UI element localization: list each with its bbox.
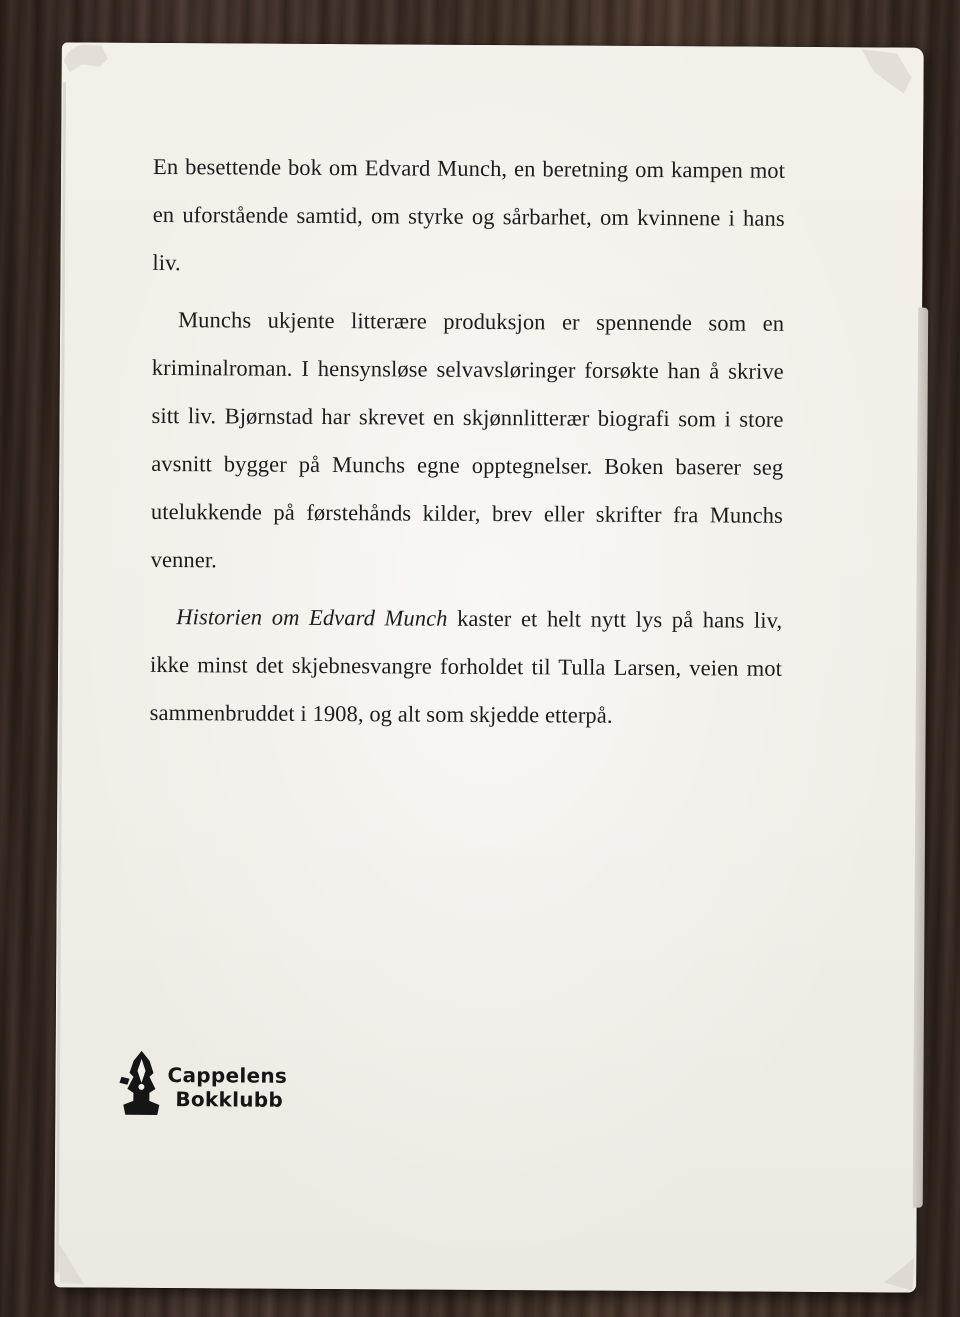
publisher-name [167,1063,287,1112]
cover-side-edge [913,308,928,1208]
publisher-logo [119,1045,319,1126]
blurb-paragraph-2: Munchs ukjente litterære produksjon er spennende som en kriminalroman. I hensynsløse selvavsløringer forsøkte han å skrive sitt liv. Bjørnstad har skrevet en skjønnlitterær biografi som i store avsnitt bygger på Munchs egne opptegnelser. Boken baserer seg utelukkende på førstehånds kilder, brev eller skrifter fra Munchs venner. [150,307,785,573]
book-back-cover [54,42,924,1292]
publisher-name-line-2: Bokklubb [175,1087,284,1112]
book-title-reference: Historien om Edvard Munch [176,604,448,631]
blurb-paragraph-3 [150,593,783,741]
blurb-paragraph-1: En besettende bok om Edvard Munch, en beretning om kampen mot en uforstående samtid, om styrke og sårbarhet, om kvinnene i hans liv. [152,153,786,276]
blurb-text [150,143,786,741]
blurb-paragraph-3-text: kaster et helt nytt lys på hans liv, ikke minst det skjebnesvangre forholdet til Tulla Larsen, veien mot sammenbruddet i 1908, og alt som skjedde etterpå. [149,605,783,728]
fountain-pen-nib-icon [119,1049,163,1119]
publisher-name-line-1: Cappelens [167,1063,288,1088]
